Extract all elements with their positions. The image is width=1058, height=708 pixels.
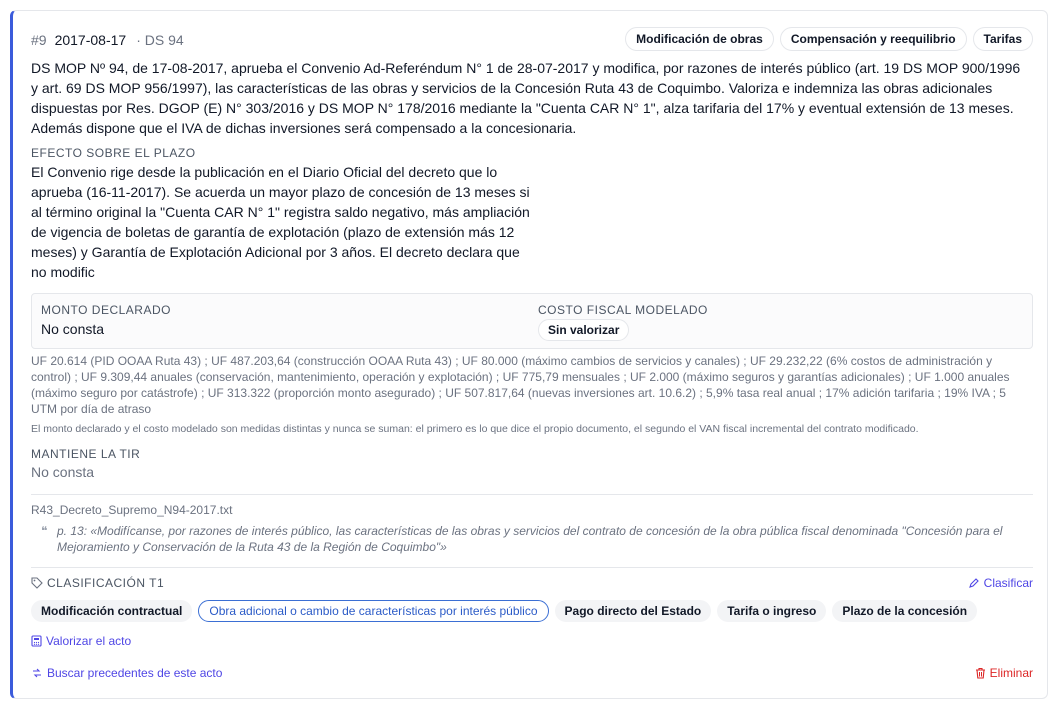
classify-label: Clasificar (983, 576, 1033, 590)
classification-chip[interactable]: Plazo de la concesión (832, 600, 977, 622)
classification-chip-selected[interactable]: Obra adicional o cambio de características por interés público (198, 600, 548, 622)
classification-header (31, 576, 1033, 592)
pencil-icon (968, 577, 980, 589)
act-card (10, 10, 1048, 699)
classify-button[interactable] (968, 576, 1033, 590)
classification-chip[interactable]: Pago directo del Estado (555, 600, 712, 622)
fiscal-label: COSTO FISCAL MODELADO (538, 303, 708, 317)
act-date: 2017-08-17 (54, 32, 127, 48)
tag-pill[interactable]: Modificación de obras (625, 27, 774, 51)
declared-label: MONTO DECLARADO (41, 303, 171, 317)
quote-icon: ❝ (41, 524, 48, 538)
tir-value: No consta (31, 464, 95, 480)
delete-label: Eliminar (989, 666, 1033, 680)
amounts-note: El monto declarado y el costo modelado son medidas distintas y nunca se suman: el primero es lo que dice el propio documento, el segundo el VAN fiscal incremental del contrato modificado. (31, 423, 919, 435)
precedentes-button[interactable] (31, 666, 222, 680)
declared-value: No consta (41, 321, 105, 337)
amounts-list: UF 20.614 (PID OOAA Ruta 43) ; UF 487.203,64 (construcción OOAA Ruta 43) ; UF 80.000 (máximo cambios de servicios y canales) ; UF 29.232,22 (6% costos de administración y control) ; UF 9.309,44 anuales (conservación, mantenimiento, operación y explotación) ; UF 775,79 mensuales ; UF 2.000 (máximo seguros y garantías adicionales) ; UF 1.000 anuales (máximo seguro por catástrofe) ; UF 313.322 (proporción monto asegurado) ; UF 507.817,64 (nuevas inversiones art. 10.6.2) ; 5,9% tasa real anual ; 17% adición tarifaria ; 19% IVA ; 5 UTM por día de atraso (31, 354, 1010, 416)
valorizar-label: Valorizar el acto (46, 634, 132, 648)
tag-pill[interactable]: Tarifas (973, 27, 1033, 51)
tir-label: MANTIENE LA TIR (31, 447, 141, 461)
act-header (31, 29, 1033, 51)
classification-chip[interactable]: Modificación contractual (31, 600, 192, 622)
act-summary: DS MOP Nº 94, de 17-08-2017, aprueba el Convenio Ad-Referéndum N° 1 de 28-07-2017 y modifica, por razones de interés público (art. 19 DS MOP 900/1996 y art. 69 DS MOP 956/1997), las características de las obras y servicios de la Concesión Ruta 43 de Coquimbo. Valoriza e indemniza las obras adicionales dispuestas por Res. DGOP (E) N° 303/2016 y DS MOP N° 178/2016 mediante la "Cuenta CAR N° 1", alza tarifaria del 17% y eventual extensión de 13 meses. Además dispone que el IVA de dichas inversiones será compensado a la concesionaria. (31, 60, 1021, 136)
quote-page: p. 13: (57, 524, 88, 538)
tag-pill[interactable]: Compensación y reequilibrio (780, 27, 967, 51)
classification-chips (31, 600, 977, 622)
efecto-text: El Convenio rige desde la publicación en el Diario Oficial del decreto que lo aprueba (16-11-2017). Se acuerda un mayor plazo de concesión de 13 meses si al término original la "Cuenta CAR N° 1" registra saldo negativo, más ampliación de vigencia de boletas de garantía de explotación (plazo de extensión más 12 meses) y Garantía de Explotación Adicional por 3 años. El decreto declara que no modific (31, 164, 530, 280)
act-number: #9 (31, 32, 47, 48)
valorizar-button[interactable] (31, 634, 131, 648)
delete-button[interactable] (975, 666, 1033, 680)
tag-icon (31, 577, 43, 589)
quote-text: «Modifícanse, por razones de interés público, las características de las obras y servicios del contrato de concesión de la obra pública fiscal denominada "Concesión para el Mejoramiento y Conservación de la Ruta 43 de la Región de Coquimbo"» (57, 524, 1003, 554)
classification-label: CLASIFICACIÓN T1 (47, 576, 165, 590)
money-box (31, 293, 1033, 349)
divider (31, 494, 1033, 495)
source-file: R43_Decreto_Supremo_N94-2017.txt (31, 503, 233, 517)
classification-chip[interactable]: Tarifa o ingreso (717, 600, 826, 622)
fiscal-status-badge: Sin valorizar (538, 319, 629, 341)
source-quote (41, 523, 1031, 555)
divider (31, 567, 1033, 568)
efecto-label: EFECTO SOBRE EL PLAZO (31, 146, 196, 160)
act-type: · DS 94 (136, 32, 184, 48)
link-search-icon (31, 667, 43, 679)
act-tags (625, 27, 1033, 51)
precedentes-label: Buscar precedentes de este acto (47, 666, 223, 680)
trash-icon (975, 667, 986, 679)
calculator-icon (31, 635, 42, 647)
